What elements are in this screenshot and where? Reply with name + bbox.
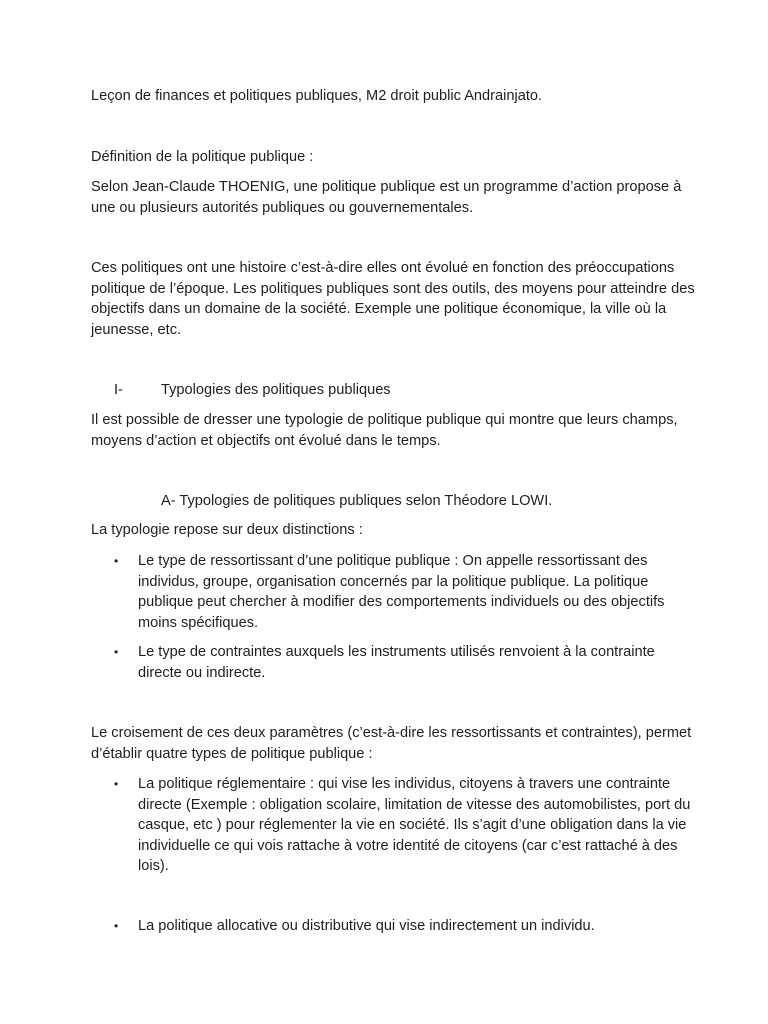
bullet-icon: • [114,919,119,933]
list-item: Le type de contraintes auxquels les instruments utilisés renvoient à la contrainte directe ou indirecte. [138,644,655,681]
bullet-icon: • [114,554,119,568]
section-1-intro: Il est possible de dresser une typologie de politique publique qui montre que leurs champs, moyens d’action et objectifs ont évolué dans le temps. [91,412,678,449]
list-item: La politique réglementaire : qui vise les individus, citoyens à travers une contrainte directe (Exemple : obligation scolaire, limitation de vitesse des automobilistes, port du casque, etc ) pour réglementer la vie en société. Ils s’agit d’une obligation dans la vie individuelle ce qui vois rattache à votre identité de citoyens (car c’est rattaché à des lois). [138,776,691,875]
definition-heading: Définition de la politique publique : [91,149,314,165]
section-1-number: I- [114,382,123,398]
document-title-line: Leçon de finances et politiques publiques, M2 droit public Andrainjato. [91,88,543,104]
subsection-a-title: A- Typologies de politiques publiques selon Théodore LOWI. [161,493,553,509]
bullet-icon: • [114,777,119,791]
bullet-icon: • [114,645,119,659]
section-1-title: Typologies des politiques publiques [161,382,391,398]
list-item: La politique allocative ou distributive qui vise indirectement un individu. [138,918,595,934]
history-paragraph: Ces politiques ont une histoire c’est-à-dire elles ont évolué en fonction des préoccupations politique de l’époque. Les politiques publiques sont des outils, des moyens pour atteindre des objectifs dans un domaine de la société. Exemple une politique économique, la ville où la jeunesse, etc. [91,260,695,338]
crossing-paragraph: Le croisement de ces deux paramètres (c’est-à-dire les ressortissants et contraintes), permet d’établir quatre types de politique publique : [91,725,692,762]
definition-paragraph: Selon Jean-Claude THOENIG, une politique publique est un programme d’action propose à une ou plusieurs autorités publiques ou gouvernementales. [91,179,682,216]
subsection-a-intro: La typologie repose sur deux distinctions : [91,522,363,538]
list-item: Le type de ressortissant d’une politique publique : On appelle ressortissant des individus, groupe, organisation concernés par la politique publique. La politique publique peut chercher à modifier des comportements individuels ou des objectifs moins spécifiques. [138,553,665,631]
